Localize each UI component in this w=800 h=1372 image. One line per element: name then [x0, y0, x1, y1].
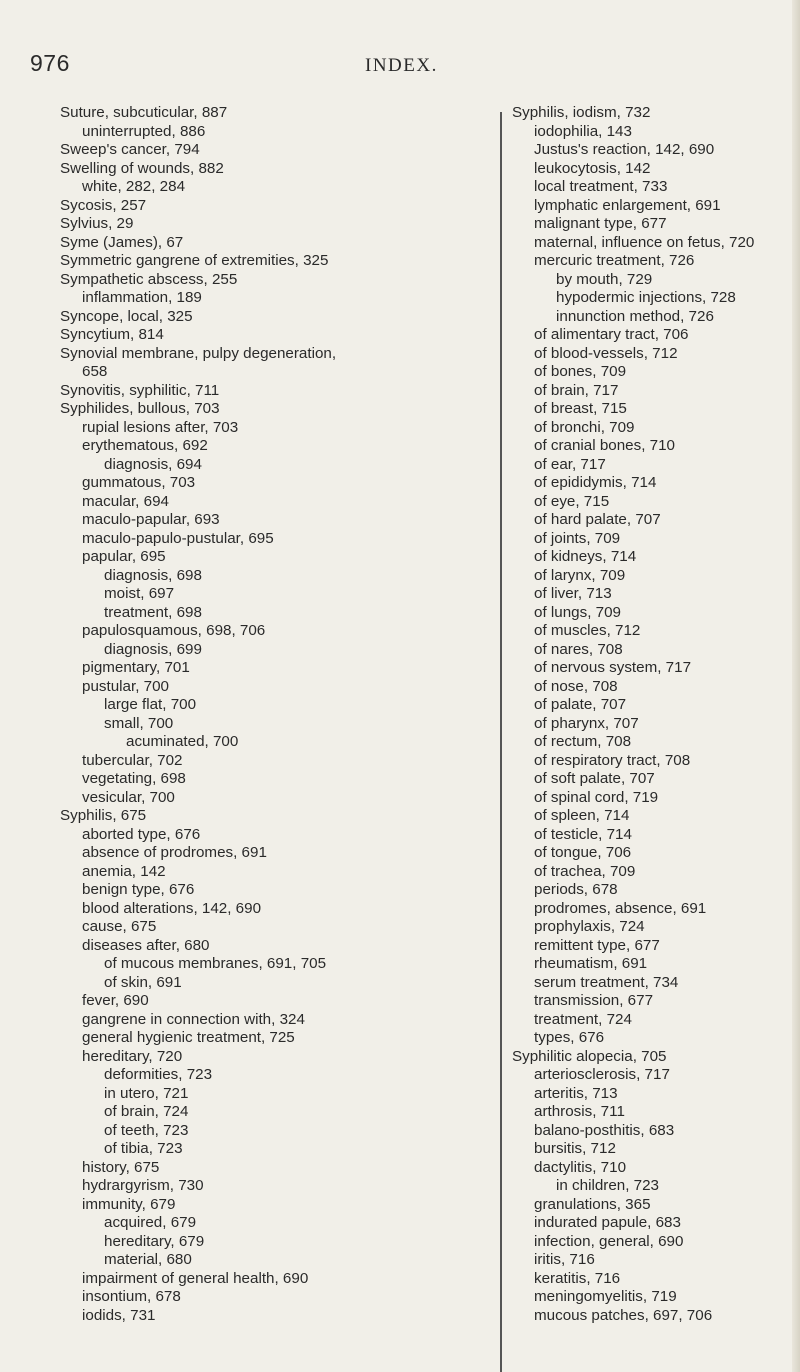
index-entry: pustular, 700 [82, 677, 169, 695]
index-entry: papulosquamous, 698, 706 [82, 622, 266, 639]
index-entry: rheumatism, 691 [534, 955, 648, 972]
index-entry: 658 [82, 363, 108, 380]
index-entry: impairment of general health, 690 [82, 1269, 309, 1287]
index-entry: general hygienic treatment, 725 [82, 1029, 295, 1046]
index-entry: iodids, 731 [82, 1306, 156, 1324]
index-entry: insontium, 678 [82, 1288, 181, 1305]
index-entry: arthrosis, 711 [534, 1103, 625, 1120]
index-entry: iodophilia, 143 [534, 122, 632, 140]
index-entry: dactylitis, 710 [534, 1158, 627, 1176]
index-entry: Sylvius, 29 [60, 215, 134, 232]
page-number: 976 [30, 50, 70, 76]
index-entry: absence of prodromes, 691 [82, 844, 267, 861]
index-entry: benign type, 676 [82, 881, 195, 898]
index-column-left [60, 104, 450, 1325]
index-entry: maculo-papular, 693 [82, 511, 220, 528]
index-entry: in utero, 721 [104, 1084, 189, 1102]
index-entry: Suture, subcuticular, 887 [60, 104, 228, 121]
index-entry: prodromes, absence, 691 [534, 899, 707, 917]
index-entry: Syme (James), 67 [60, 233, 184, 251]
index-entry: of lungs, 709 [534, 603, 621, 621]
index-entry: of skin, 691 [104, 973, 182, 991]
index-entry: of brain, 724 [104, 1103, 189, 1120]
index-entry: of rectum, 708 [534, 733, 632, 750]
index-entry: acquired, 679 [104, 1214, 197, 1231]
index-entry: of ear, 717 [534, 455, 606, 473]
index-entry: Symmetric gangrene of extremities, 325 [60, 252, 329, 269]
index-entry: inflammation, 189 [82, 289, 202, 306]
index-entry: Justus's reaction, 142, 690 [534, 141, 715, 158]
running-head: INDEX. [365, 55, 438, 76]
index-entry: uninterrupted, 886 [82, 122, 206, 140]
index-entry: innunction method, 726 [556, 307, 714, 325]
index-entry: vesicular, 700 [82, 788, 175, 806]
index-entry: hereditary, 720 [82, 1047, 183, 1065]
index-entry: moist, 697 [104, 585, 175, 602]
index-entry: acuminated, 700 [126, 733, 239, 750]
index-column-right [512, 104, 797, 1325]
index-entry: diseases after, 680 [82, 936, 210, 954]
index-entry: of cranial bones, 710 [534, 437, 676, 454]
index-entry: of muscles, 712 [534, 622, 641, 639]
index-entry: arteritis, 713 [534, 1084, 618, 1102]
index-entry: serum treatment, 734 [534, 973, 679, 991]
index-entry: Sympathetic abscess, 255 [60, 270, 238, 288]
index-entry: of trachea, 709 [534, 862, 636, 880]
index-entry: Syncope, local, 325 [60, 307, 193, 325]
index-entry: vegetating, 698 [82, 770, 186, 787]
index-entry: small, 700 [104, 714, 174, 732]
index-entry: aborted type, 676 [82, 825, 201, 843]
index-entry: of brain, 717 [534, 381, 619, 399]
index-entry: rupial lesions after, 703 [82, 418, 239, 436]
index-entry: of bones, 709 [534, 363, 627, 380]
index-entry: Syphilides, bullous, 703 [60, 400, 220, 417]
index-entry: of palate, 707 [534, 696, 627, 713]
index-entry: of larynx, 709 [534, 566, 626, 584]
index-entry: indurated papule, 683 [534, 1214, 681, 1231]
index-entry: by mouth, 729 [556, 270, 653, 288]
index-entry: history, 675 [82, 1158, 160, 1176]
index-entry: Sweep's cancer, 794 [60, 141, 200, 158]
index-entry: of nervous system, 717 [534, 659, 692, 676]
index-entry: of soft palate, 707 [534, 770, 655, 787]
index-entry: macular, 694 [82, 492, 169, 510]
index-entry: lymphatic enlargement, 691 [534, 196, 721, 214]
index-entry: of hard palate, 707 [534, 511, 661, 528]
index-entry: gangrene in connection with, 324 [82, 1010, 305, 1028]
index-entry: large flat, 700 [104, 696, 197, 713]
index-entry: of joints, 709 [534, 529, 621, 547]
index-entry: of breast, 715 [534, 400, 627, 417]
index-entry: balano-posthitis, 683 [534, 1121, 675, 1139]
index-entry: mucous patches, 697, 706 [534, 1306, 713, 1324]
index-entry: deformities, 723 [104, 1066, 213, 1083]
index-entry: gummatous, 703 [82, 474, 196, 491]
index-entry: diagnosis, 694 [104, 455, 202, 473]
index-entry: of spinal cord, 719 [534, 788, 659, 806]
index-entry: of liver, 713 [534, 585, 612, 602]
index-entry: of respiratory tract, 708 [534, 751, 691, 769]
index-entry: of nares, 708 [534, 640, 623, 658]
index-entry: prophylaxis, 724 [534, 918, 645, 935]
index-entry: of epididymis, 714 [534, 474, 657, 491]
index-entry: cause, 675 [82, 918, 157, 935]
index-entry: types, 676 [534, 1029, 605, 1046]
index-entry: white, 282, 284 [82, 178, 186, 195]
index-entry: diagnosis, 699 [104, 640, 202, 658]
index-entry: tubercular, 702 [82, 751, 183, 769]
index-entry: treatment, 698 [104, 603, 202, 621]
index-entry: Syphilis, 675 [60, 807, 147, 824]
index-entry: arteriosclerosis, 717 [534, 1066, 670, 1083]
index-entry: of eye, 715 [534, 492, 610, 510]
index-entry: of kidneys, 714 [534, 548, 637, 565]
index-entry: granulations, 365 [534, 1195, 651, 1213]
index-entry: infection, general, 690 [534, 1232, 684, 1250]
index-entry: iritis, 716 [534, 1251, 595, 1268]
index-entry: local treatment, 733 [534, 178, 668, 195]
index-entry: in children, 723 [556, 1177, 660, 1194]
index-entry: material, 680 [104, 1251, 192, 1268]
page-edge [792, 0, 800, 1372]
index-entry: of blood-vessels, 712 [534, 344, 678, 362]
index-entry: Synovitis, syphilitic, 711 [60, 381, 220, 399]
index-entry: of tibia, 723 [104, 1140, 183, 1157]
index-entry: transmission, 677 [534, 992, 654, 1009]
index-entry: papular, 695 [82, 548, 166, 565]
index-entry: of teeth, 723 [104, 1121, 189, 1139]
index-entry: meningomyelitis, 719 [534, 1288, 677, 1305]
index-entry: anemia, 142 [82, 862, 166, 880]
index-entry: Swelling of wounds, 882 [60, 159, 224, 177]
index-entry: leukocytosis, 142 [534, 159, 651, 177]
index-entry: blood alterations, 142, 690 [82, 899, 262, 917]
index-entry: of tongue, 706 [534, 844, 632, 861]
index-entry: of alimentary tract, 706 [534, 326, 689, 343]
index-entry: malignant type, 677 [534, 215, 667, 232]
index-entry: Syphilitic alopecia, 705 [512, 1047, 667, 1065]
index-entry: pigmentary, 701 [82, 659, 190, 676]
index-entry: periods, 678 [534, 881, 618, 898]
index-entry: Synovial membrane, pulpy degeneration, [60, 344, 337, 362]
index-entry: of pharynx, 707 [534, 714, 639, 732]
index-entry: hereditary, 679 [104, 1232, 205, 1250]
index-entry: of bronchi, 709 [534, 418, 635, 436]
index-entry: of nose, 708 [534, 677, 618, 695]
index-entry: bursitis, 712 [534, 1140, 616, 1157]
column-divider [500, 112, 502, 1372]
index-entry: mercuric treatment, 726 [534, 252, 695, 269]
index-entry: keratitis, 716 [534, 1269, 621, 1287]
index-entry: Sycosis, 257 [60, 196, 147, 214]
index-entry: diagnosis, 698 [104, 566, 202, 584]
index-entry: maculo-papulo-pustular, 695 [82, 529, 274, 547]
index-entry: treatment, 724 [534, 1010, 632, 1028]
index-entry: Syphilis, iodism, 732 [512, 104, 651, 121]
index-entry: maternal, influence on fetus, 720 [534, 233, 755, 251]
index-entry: of testicle, 714 [534, 825, 632, 843]
index-entry: immunity, 679 [82, 1195, 176, 1213]
index-entry: Syncytium, 814 [60, 326, 164, 343]
index-entry: hypodermic injections, 728 [556, 289, 736, 306]
index-entry: remittent type, 677 [534, 936, 660, 954]
index-entry: of spleen, 714 [534, 807, 630, 824]
index-entry: of mucous membranes, 691, 705 [104, 955, 327, 972]
index-entry: hydrargyrism, 730 [82, 1177, 204, 1194]
index-entry: fever, 690 [82, 992, 149, 1009]
index-entry: erythematous, 692 [82, 437, 208, 454]
